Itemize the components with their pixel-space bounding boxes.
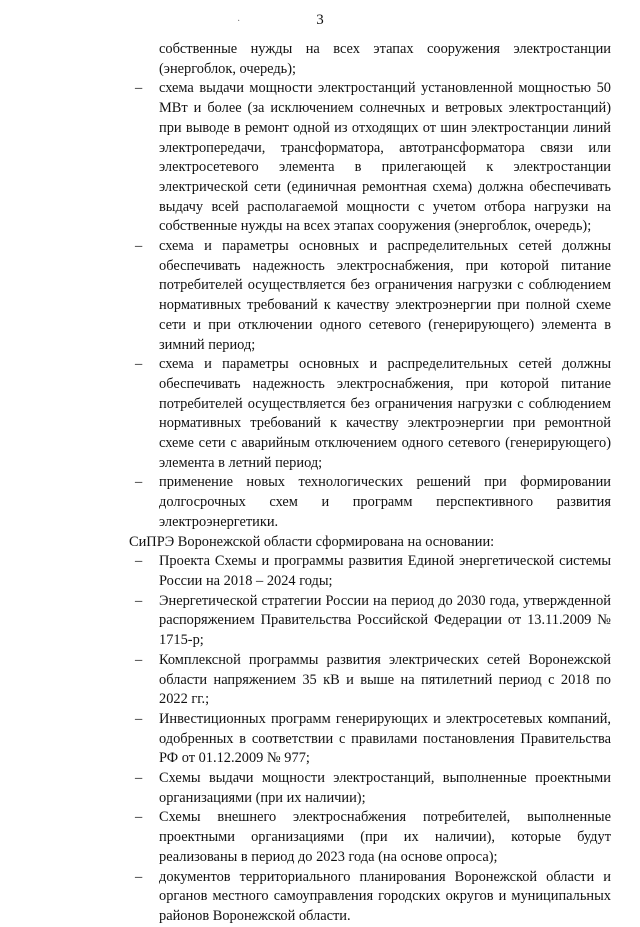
list-item <box>135 473 611 532</box>
dash-marker: – <box>135 356 143 373</box>
list-item <box>135 592 611 651</box>
document-body <box>129 40 611 927</box>
list-item-text: Схемы внешнего электроснабжения потребителей, выполненные проектными организациями (при их наличии), которые будут реализованы в период до 2023 года (на основе опроса); <box>159 809 611 865</box>
dash-marker: – <box>135 868 143 885</box>
dash-marker: – <box>135 80 143 97</box>
dash-marker: – <box>135 710 143 727</box>
list-item-text: применение новых технологических решений при формировании долгосрочных схем и программ перспективного развития электроэнергетики. <box>159 474 611 530</box>
list-item <box>135 808 611 867</box>
list-item <box>135 868 611 927</box>
dash-marker: – <box>135 553 143 570</box>
section-paragraph: СиПРЭ Воронежской области сформирована на основании: <box>129 533 495 550</box>
list-item-text: схема и параметры основных и распределительных сетей должны обеспечивать надежность электроснабжения, при которой питание потребителей осуществляется без ограничения нагрузки с соблюдением нормативных требований к качеству электроэнергии при ремонтной схеме сети с аварийным отключением одного сетевого (генерирующего) элемента в летний период; <box>159 356 611 471</box>
list-item-text: Инвестиционных программ генерирующих и электросетевых компаний, одобренных в соответствии с правилами постановления Правительства РФ от 01.12.2009 № 977; <box>159 710 611 767</box>
dash-marker: – <box>135 238 143 255</box>
dash-marker: – <box>135 809 143 826</box>
list-item <box>135 651 611 710</box>
list-item <box>135 552 611 591</box>
list-item <box>135 769 611 808</box>
dash-marker: – <box>135 592 143 609</box>
page-number: 3 <box>316 12 324 28</box>
dash-marker: – <box>135 474 143 491</box>
scan-speck: · <box>237 16 241 27</box>
list-item <box>135 355 611 473</box>
list-item-text: схема и параметры основных и распределительных сетей должны обеспечивать надежность электроснабжения, при которой питание потребителей осуществляется без ограничения нагрузки с соблюдением нормативных требований к качеству электроэнергии при полной схеме сети и при отключении одного сетевого (генерирующего) элемента в зимний период; <box>159 238 611 353</box>
list-item <box>135 237 611 355</box>
list-item-text: схема выдачи мощности электростанций установленной мощностью 50 МВт и более (за исключением солнечных и ветровых электростанций) при выводе в ремонт одной из отходящих от шин электростанции линий электропередачи, трансформатора, автотрансформатора связи или электросетевого элемента в прилегающей к электростанции электрической сети (единичная ремонтная схема) должна обеспечивать выдачу всей располагаемой мощности с учетом отбора нагрузки на собственные нужды на всех этапах сооружения (энергоблок, очередь); <box>159 80 611 235</box>
list-item-text: Комплексной программы развития электрических сетей Воронежской области напряжением 35 кВ и выше на пятилетний период с 2018 по 2022 гг.; <box>159 651 611 708</box>
list-item-text: документов территориального планирования Воронежской области и органов местного самоуправления городских округов и муниципальных районов Воронежской области. <box>159 868 611 924</box>
list-item-text: Проекта Схемы и программы развития Единой энергетической системы России на 2018 – 2024 годы; <box>159 553 611 589</box>
continuation-text: собственные нужды на всех этапах сооружения электростанции (энергоблок, очередь); <box>159 41 611 77</box>
dash-marker: – <box>135 651 143 668</box>
list-item <box>135 710 611 769</box>
dash-marker: – <box>135 770 143 787</box>
list-item <box>135 79 611 237</box>
list-item-text: Энергетической стратегии России на период до 2030 года, утвержденной распоряжением Правительства Российской Федерации от 13.11.2009 № 1715-р; <box>159 592 611 649</box>
list-item-text: Схемы выдачи мощности электростанций, выполненные проектными организациями (при их наличии); <box>159 770 611 806</box>
